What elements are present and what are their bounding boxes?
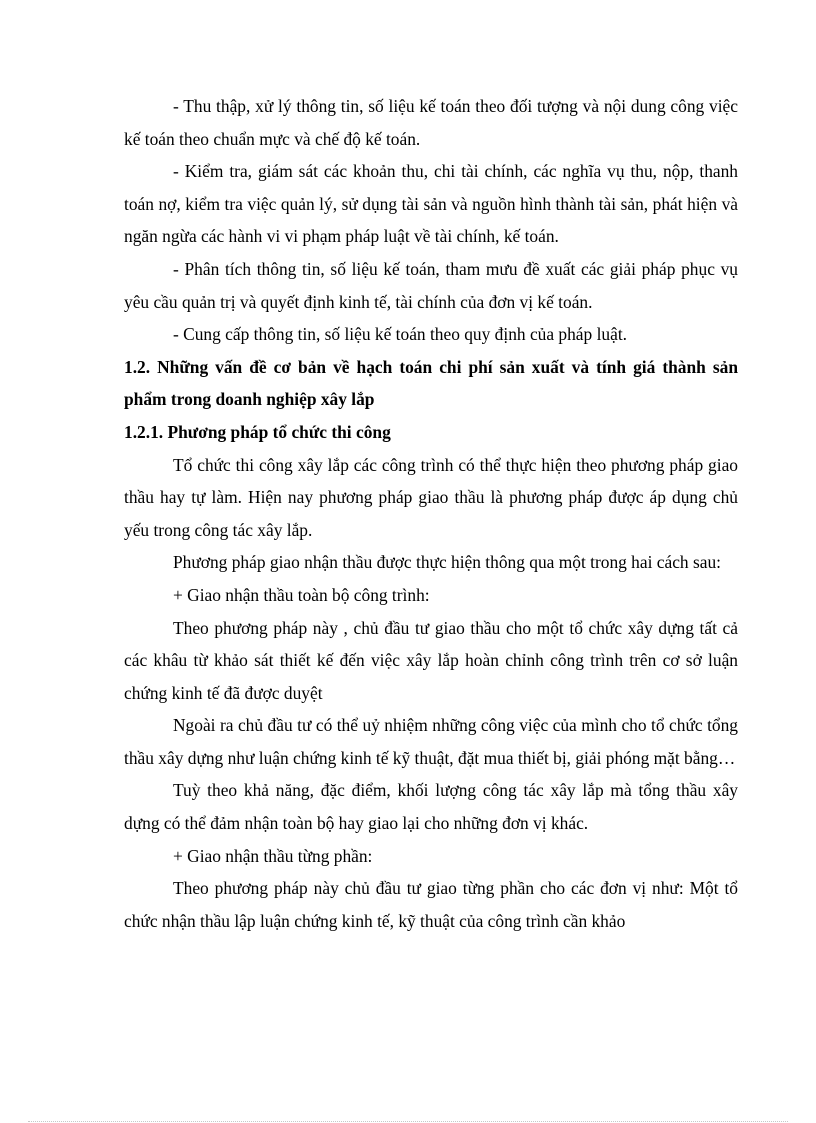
paragraph-partial-contract-method: Theo phương pháp này chủ đầu tư giao từng phần cho các đơn vị như: Một tổ chức nhận thầu lập luận chứng kinh tế, kỹ thuật của công trình cần khảo bbox=[124, 878, 738, 931]
paragraph-inspect-supervise: - Kiểm tra, giám sát các khoản thu, chi tài chính, các nghĩa vụ thu, nộp, thanh toán nợ, kiểm tra việc quản lý, sử dụng tài sản và nguồn hình thành tài sản, phát hiện và ngăn ngừa các hành vi vi phạm pháp luật về tài chính, kế toán. bbox=[124, 161, 738, 247]
paragraph-construction-methods: Tổ chức thi công xây lắp các công trình có thể thực hiện theo phương pháp giao thầu hay tự làm. Hiện nay phương pháp giao thầu là phương pháp được áp dụng chủ yếu trong công tác xây lắp. bbox=[124, 454, 738, 540]
document-page bbox=[124, 90, 738, 937]
section-heading-1-2: 1.2. Những vấn đề cơ bản về hạch toán chi phí sản xuất và tính giá thành sản phẩm trong doanh nghiệp xây lắp bbox=[124, 356, 738, 410]
list-item-whole-contract: + Giao nhận thầu toàn bộ công trình: bbox=[173, 584, 430, 605]
paragraph-general-contractor: Tuỳ theo khả năng, đặc điểm, khối lượng công tác xây lắp mà tổng thầu xây dựng có thể đảm nhận toàn bộ hay giao lại cho những đơn vị khác. bbox=[124, 780, 738, 834]
paragraph-contract-ways: Phương pháp giao nhận thầu được thực hiện thông qua một trong hai cách sau: bbox=[173, 552, 721, 573]
paragraph-analyze-info: - Phân tích thông tin, số liệu kế toán, tham mưu đề xuất các giải pháp phục vụ yêu cầu quản trị và quyết định kinh tế, tài chính của đơn vị kế toán. bbox=[124, 258, 738, 312]
section-heading-1-2-1: 1.2.1. Phương pháp tổ chức thi công bbox=[124, 421, 391, 442]
page-bottom-divider bbox=[28, 1121, 788, 1122]
paragraph-whole-contract-method: Theo phương pháp này , chủ đầu tư giao thầu cho một tổ chức xây dựng tất cả các khâu từ khảo sát thiết kế đến việc xây lắp hoàn chỉnh công trình trên cơ sở luận chứng kinh tế đã được duyệt bbox=[124, 617, 738, 703]
list-item-partial-contract: + Giao nhận thầu từng phần: bbox=[173, 845, 373, 866]
paragraph-provide-info: - Cung cấp thông tin, số liệu kế toán theo quy định của pháp luật. bbox=[173, 324, 627, 345]
paragraph-investor-delegation: Ngoài ra chủ đầu tư có thể uỷ nhiệm những công việc của mình cho tổ chức tổng thầu xây dựng như luận chứng kinh tế kỹ thuật, đặt mua thiết bị, giải phóng mặt bằng… bbox=[124, 715, 738, 768]
paragraph-collect-info: - Thu thập, xử lý thông tin, số liệu kế toán theo đối tượng và nội dung công việc kế toán theo chuẩn mực và chế độ kế toán. bbox=[124, 96, 738, 149]
